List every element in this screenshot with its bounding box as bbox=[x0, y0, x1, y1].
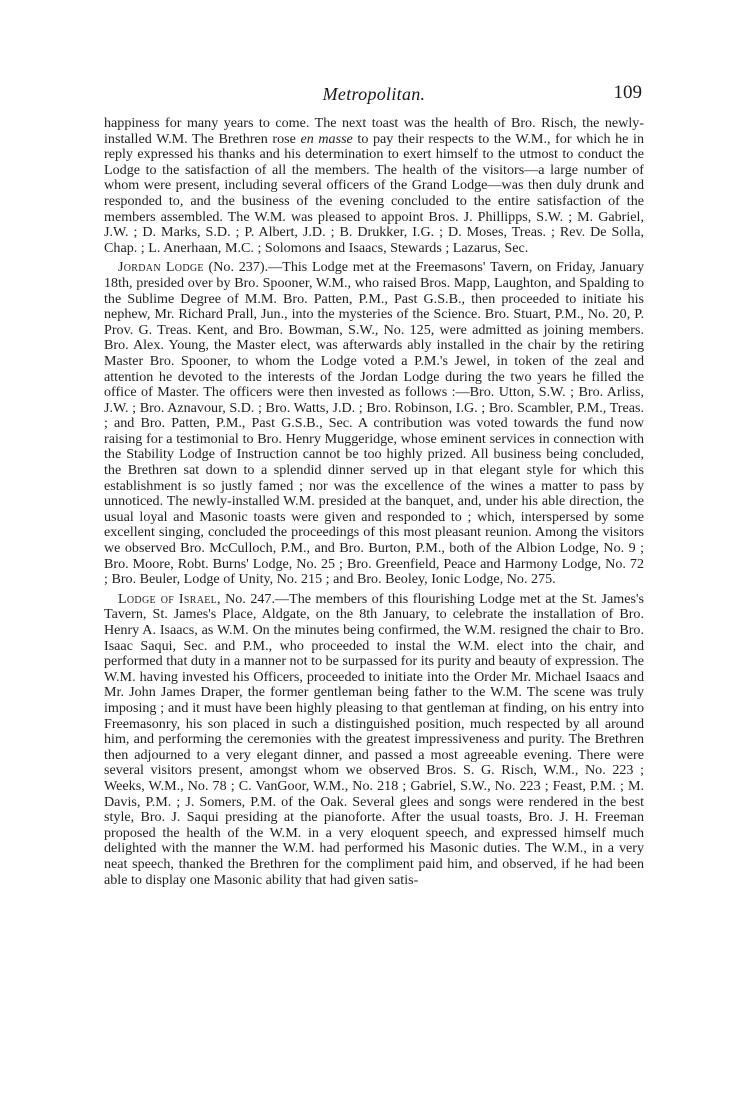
text-run: , No. 247.—The members of this flourishing Lodge met at the St. James's Tavern, St. James's Place, Aldgate, on the 8th January, to celebrate the installation of Bro. Henry A. Isaacs, as W.M. On the minutes being confirmed, the W.M. resigned the chair to Bro. Isaac Saqui, Sec. and P.M., who proceeded to instal the W.M. elect into the chair, and performed that duty in a manner not to be surpassed for its purity and beauty of expression. The W.M. having invested his Officers, proceeded to initiate into the Order Mr. Michael Isaacs and Mr. John James Draper, the former gentleman being father to the W.M. The scene was truly imposing ; and it must have been highly pleasing to that gentleman at finding, on his entry into Freemasonry, his son placed in such a distinguished position, much respected by all around him, and performing the ceremonies with the greatest impressiveness and purity. The Brethren then adjourned to a very elegant dinner, and passed a most agreeable evening. There were several visitors present, amongst whom we observed Bros. S. G. Risch, W.M., No. 223 ; Weeks, W.M., No. 78 ; C. VanGoor, W.M., No. 218 ; Gabriel, S.W., No. 223 ; Feast, P.M. ; M. Davis, P.M. ; J. Somers, P.M. of the Oak. Several glees and songs were rendered in the best style, Bro. J. Saqui presiding at the pianoforte. After the usual toasts, Bro. J. H. Freeman proposed the health of the W.M. in a very eloquent speech, and expressed himself much delighted with the manner the W.M. had performed his Masonic duties. The W.M., in a very neat speech, thanked the Brethren for the compliment paid him, and observed, if he had been able to display one Masonic ability that had given satis- bbox=[104, 590, 644, 888]
paragraph-jordan-lodge bbox=[104, 260, 644, 587]
text-run: (No. 237).—This Lodge met at the Freemasons' Tavern, on Friday, January 18th, presided over by Bro. Spooner, W.M., who raised Bros. Mapp, Laughton, and Spalding to the Sublime Degree of M.M. Bro. Patten, P.M., Past G.S.B., then proceeded to initiate his nephew, Mr. Richard Prall, Jun., into the mysteries of the Science. Bro. Stuart, P.M., No. 20, P. Prov. G. Treas. Kent, and Bro. Bowman, S.W., No. 125, were admitted as joining members. Bro. Alex. Young, the Master elect, was afterwards ably installed in the chair by the retiring Master Bro. Spooner, to whom the Lodge voted a P.M.'s Jewel, in token of the zeal and attention he devoted to the interests of the Jordan Lodge during the two years he filled the office of Master. The officers were then invested as follows :—Bro. Utton, S.W. ; Bro. Arliss, J.W. ; Bro. Aznavour, S.D. ; Bro. Watts, J.D. ; Bro. Robinson, I.G. ; Bro. Scambler, P.M., Treas. ; and Bro. Patten, P.M., Past G.S.B., Sec. A contribution was voted towards the fund now raising for a testimonial to Bro. Henry Muggeridge, whose eminent services in connection with the Stability Lodge of Instruction cannot be too highly prized. All business being concluded, the Brethren sat down to a splendid dinner served up in that elegant style for which this establishment is so justly famed ; nor was the excellence of the wines a matter to pass by unnoticed. The newly-installed W.M. presided at the banquet, and, under his able direction, the usual loyal and Masonic toasts were given and responded to ; which, interspersed by some excellent singing, concluded the proceedings of this most pleasant reunion. Among the visitors we observed Bro. McCulloch, P.M., and Bro. Burton, P.M., both of the Albion Lodge, No. 9 ; Bro. Moore, Robt. Burns' Lodge, No. 25 ; Bro. Greenfield, Peace and Harmony Lodge, No. 72 ; Bro. Beuler, Lodge of Unity, No. 215 ; and Bro. Beoley, Ionic Lodge, No. 275. bbox=[104, 259, 644, 588]
paragraph-lodge-of-israel bbox=[104, 592, 644, 888]
article-body bbox=[104, 116, 644, 888]
running-head bbox=[104, 82, 644, 110]
text-run: happiness for many years to come. The next toast was the health of Bro. Risch, the newly-installed W.M. The Brethren rose bbox=[104, 115, 644, 147]
lodge-heading: Jordan Lodge bbox=[118, 259, 204, 276]
text-run: to pay their respects to the W.M., for which he in reply expressed his thanks and his determination to exert himself to the utmost to conduct the Lodge to the satisfaction of all the members. The health of the visitors—a large number of whom were present, including several officers of the Grand Lodge—was then duly drunk and responded to, and the business of the evening concluded to the entire satisfaction of the members assembled. The W.M. was pleased to appoint Bros. J. Phillipps, S.W. ; M. Gabriel, J.W. ; D. Marks, S.D. ; P. Albert, J.D. ; B. Drukker, I.G. ; D. Moses, Treas. ; Rev. De Solla, Chap. ; L. Anerhaan, M.C. ; Solomons and Isaacs, Stewards ; Lazarus, Sec. bbox=[104, 130, 644, 256]
paragraph-continuation bbox=[104, 116, 644, 256]
lodge-heading: Lodge of Israel bbox=[118, 590, 218, 607]
page bbox=[104, 82, 644, 892]
page-number: 109 bbox=[613, 82, 642, 103]
italic-phrase: en masse bbox=[300, 130, 353, 147]
running-title: Metropolitan. bbox=[322, 84, 426, 104]
